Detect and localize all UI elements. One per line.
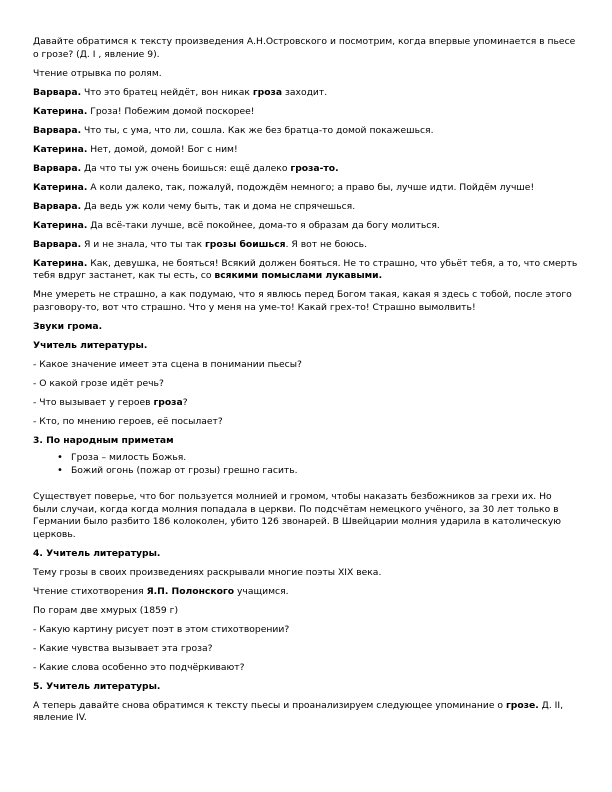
dialogue-line	[33, 144, 579, 157]
list-item: • Божий огонь (пожар от грозы) грешно гасить.	[71, 464, 579, 477]
poets-line: Тему грозы в своих произведениях раскрывали многие поэты XIX века.	[33, 566, 382, 578]
list-item: • Гроза – милость Божья.	[71, 451, 579, 464]
speaker-name: Варвара.	[33, 162, 82, 174]
line-text: Да что ты уж очень боишься: ещё далеко	[81, 162, 291, 174]
document-page	[33, 36, 579, 731]
line-text: заходит.	[282, 86, 328, 98]
dialogue-line	[33, 125, 579, 138]
reading-roles-line: Чтение отрывка по ролям.	[33, 67, 162, 79]
line-text: А коли далеко, так, пожалуй, подождём немного; а право бы, лучше идти. Пойдём лучше!	[87, 181, 535, 193]
speaker-name: Катерина.	[33, 219, 88, 231]
question-item: - Что вызывает у героев гроза?	[33, 396, 188, 408]
line-text: Нет, домой, домой! Бог с ним!	[87, 143, 238, 155]
question-item: - Какую картину рисует поэт в этом стихотворении?	[33, 623, 290, 635]
speaker-name: Катерина.	[33, 181, 88, 193]
poem-reading-line: Чтение стихотворения Я.П. Полонского учащимся.	[33, 585, 289, 597]
signs-list	[33, 451, 579, 477]
line-text: Как, девушка, не бояться! Всякий должен бояться. Не то страшно, что убьёт тебя, а то, что смерть тебя вдруг застанет, как ты есть, со	[33, 257, 578, 281]
question-item: - Какое значение имеет эта сцена в понимании пьесы?	[33, 358, 302, 370]
intro-paragraph: Давайте обратимся к тексту произведения А.Н.Островского и посмотрим, когда впервые упоминается в пьесе о грозе? (Д. I , явление 9).	[33, 36, 576, 60]
dialogue-line	[33, 220, 579, 233]
poem-title: По горам две хмурых (1859 г)	[33, 604, 179, 616]
section-5-heading: 5. Учитель литературы.	[33, 680, 161, 692]
question-item: - Какие чувства вызывает эта гроза?	[33, 642, 213, 654]
dialogue-line	[33, 239, 579, 252]
dialogue-line	[33, 106, 579, 119]
speaker-name: Катерина.	[33, 257, 88, 269]
emphasis-text: грозы боишься	[204, 238, 286, 250]
line-text: . Я вот не боюсь.	[285, 238, 368, 250]
line-text: Гроза! Побежим домой поскорее!	[87, 105, 255, 117]
speaker-name: Катерина.	[33, 143, 88, 155]
speaker-name: Варвара.	[33, 200, 82, 212]
thunder-heading: Звуки грома.	[33, 320, 103, 332]
dialogue-line	[33, 182, 579, 195]
question-item: - Кто, по мнению героев, её посылает?	[33, 415, 223, 427]
emphasis-text: гроза	[252, 86, 283, 98]
line-text: Да ведь уж коли чему быть, так и дома не спрячешься.	[81, 200, 356, 212]
dialogue-line	[33, 87, 579, 100]
final-paragraph: А теперь давайте снова обратимся к тексту пьесы и проанализируем следующее упоминание о грозе. Д. II, явление IV.	[33, 699, 563, 723]
line-text: Да всё-таки лучше, всё покойнее, дома-то я образам да богу молиться.	[87, 219, 440, 231]
question-item: - О какой грозе идёт речь?	[33, 377, 164, 389]
speaker-name: Катерина.	[33, 105, 88, 117]
continuation-paragraph: Мне умереть не страшно, а как подумаю, что я явлюсь перед Богом такая, какая я здесь с тобой, после этого разговору-то, вот что страшно. Что у меня на уме-то! Какай грех-то! Страшно вымолвить!	[33, 289, 572, 313]
dialogue	[33, 87, 579, 283]
line-text: Что ты, с ума, что ли, сошла. Как же без братца-то домой покажешься.	[81, 124, 434, 136]
emphasis-text: всякими помыслами лукавыми.	[214, 270, 383, 281]
speaker-name: Варвара.	[33, 124, 82, 136]
teacher-heading: Учитель литературы.	[33, 339, 148, 351]
emphasis-text: гроза-то.	[290, 162, 339, 174]
question-item: - Какие слова особенно это подчёркивают?	[33, 661, 245, 673]
line-text: Что это братец нейдёт, вон никак	[81, 86, 253, 98]
line-text: Я и не знала, что ты так	[81, 238, 205, 250]
dialogue-line	[33, 201, 579, 214]
dialogue-line	[33, 258, 579, 283]
belief-paragraph: Существует поверье, что бог пользуется молнией и громом, чтобы наказать безбожников за грехи их. Но были случаи, когда когда молния попадала в церкви. По подсчётам немецкого учёного, за 30 лет только в Германии было разбито 186 колоколен, убито 126 звонарей. В Швейцарии молния ударила в католическую церковь.	[33, 491, 562, 540]
section-4-heading: 4. Учитель литературы.	[33, 547, 161, 559]
speaker-name: Варвара.	[33, 86, 82, 98]
speaker-name: Варвара.	[33, 238, 82, 250]
section-3-heading: 3. По народным приметам	[33, 434, 174, 446]
dialogue-line	[33, 163, 579, 176]
